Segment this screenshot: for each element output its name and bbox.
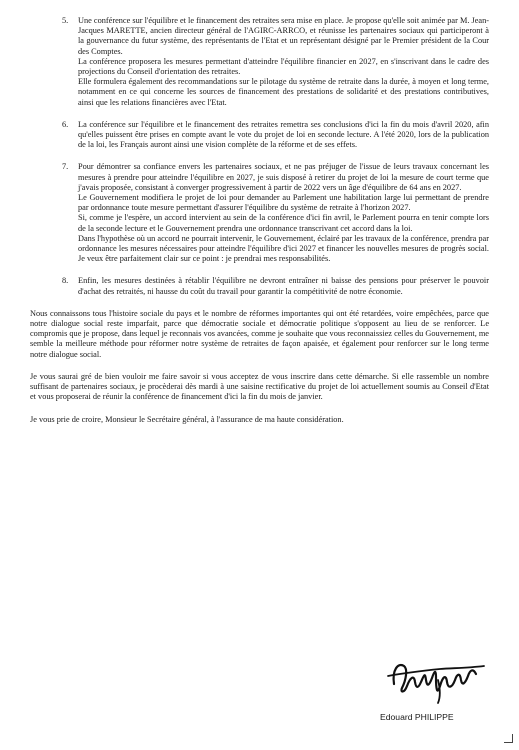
item-paragraph: Le Gouvernement modifiera le projet de loi pour demander au Parlement une habilitation large lui permettant de prendre par ordonnance toute mesure permettant d'assurer l'équilibre du système de retraite à l'horizon 2027. <box>78 193 489 213</box>
closing-paragraph: Nous connaissons tous l'histoire sociale du pays et le nombre de réformes importantes qui ont été retardées, voire empêchées, parce que notre dialogue social reste imparfait, parce que démocratie sociale et démocratie politique s'opposent au lieu de se renforcer. Le compromis que je propose, dans lequel je reconnais vos avancées, comme je souhaite que vous reconnaissiez celles du Gouvernement, me semble la meilleure méthode pour réformer notre système de retraites de façon apaisée, et également pour renforcer sur le long terme notre dialogue social. <box>30 308 489 359</box>
item-paragraph: La conférence sur l'équilibre et le financement des retraites remettra ses conclusions d'ici la fin du mois d'avril 2020, afin qu'elles puissent être prises en compte avant le vote du projet de loi en seconde lecture. A l'été 2020, lors de la publication de la loi, les Français auront ainsi une vision complète de la réforme et de ses effets. <box>78 119 489 150</box>
numbered-item-8 <box>30 276 489 296</box>
handwritten-signature <box>380 656 490 706</box>
item-paragraph: Si, comme je l'espère, un accord intervient au sein de la conférence d'ici fin avril, le Parlement pourra en tenir compte lors de la seconde lecture et le Gouvernement prendra une ordonnance transcrivant cet accord dans la loi. <box>78 213 489 233</box>
item-paragraph: Elle formulera également des recommandations sur le pilotage du système de retraite dans la durée, à moyen et long terme, notamment en ce qui concerne les sources de financement des prestations de solidarité et des prestations contributives, ainsi que les relations financières avec l'Etat. <box>78 77 489 107</box>
item-paragraph: La conférence proposera les mesures permettant d'atteindre l'équilibre financier en 2027, en s'inscrivant dans le cadre des projections du Conseil d'orientation des retraites. <box>78 56 489 77</box>
item-paragraph: Enfin, les mesures destinées à rétablir l'équilibre ne devront entraîner ni baisse des pensions pour préserver le pouvoir d'achat des retraités, ni hausse du coût du travail pour garantir la compétitivité de notre économie. <box>78 276 489 296</box>
item-number: 5. <box>62 16 69 25</box>
numbered-item-5 <box>30 16 489 108</box>
signer-name: Edouard PHILIPPE <box>380 712 454 722</box>
closing-paragraph: Je vous prie de croire, Monsieur le Secrétaire général, à l'assurance de ma haute considération. <box>30 414 344 424</box>
item-paragraph: Une conférence sur l'équilibre et le financement des retraites sera mise en place. Je propose qu'elle soit animée par M. Jean-Jacques MARETTE, ancien directeur général de l'AGIRC-ARRCO, et réunisse les partenaires sociaux qui participeront à la gouvernance du futur système, des représentants de l'Etat et un représentant désigné par le Premier président de la Cour des Comptes. <box>78 16 489 56</box>
numbered-item-6 <box>30 120 489 151</box>
item-number: 6. <box>62 119 69 129</box>
item-paragraph: Pour démontrer sa confiance envers les partenaires sociaux, et ne pas préjuger de l'issue de leurs travaux concernant les mesures à prendre pour atteindre l'équilibre en 2027, je suis disposé à retirer du projet de loi la mesure de court terme que j'avais proposée, consistant à converger progressivement à partir de 2022 vers un âge d'équilibre de 64 ans en 2027. <box>78 162 489 192</box>
closing-paragraph: Je vous saurai gré de bien vouloir me faire savoir si vous acceptez de vous inscrire dans cette démarche. Si elle rassemble un nombre suffisant de partenaires sociaux, je procèderai dès mardi à une saisine rectificative du projet de loi actuellement soumis au Conseil d'Etat et vous proposerai de réunir la conférence de financement d'ici la fin du mois de janvier. <box>30 371 489 402</box>
numbered-item-7 <box>30 162 489 264</box>
item-number: 8. <box>62 276 69 286</box>
item-number: 7. <box>62 162 69 172</box>
item-paragraph: Dans l'hypothèse où un accord ne pourrait intervenir, le Gouvernement, éclairé par les travaux de la conférence, prendra par ordonnance les mesures nécessaires pour atteindre l'équilibre d'ici 2027 et financer les nouvelles mesures de progrès social. Je veux être parfaitement clair sur ce point : je prendrai mes responsabilités. <box>78 233 489 264</box>
page-corner-mark <box>504 734 513 743</box>
